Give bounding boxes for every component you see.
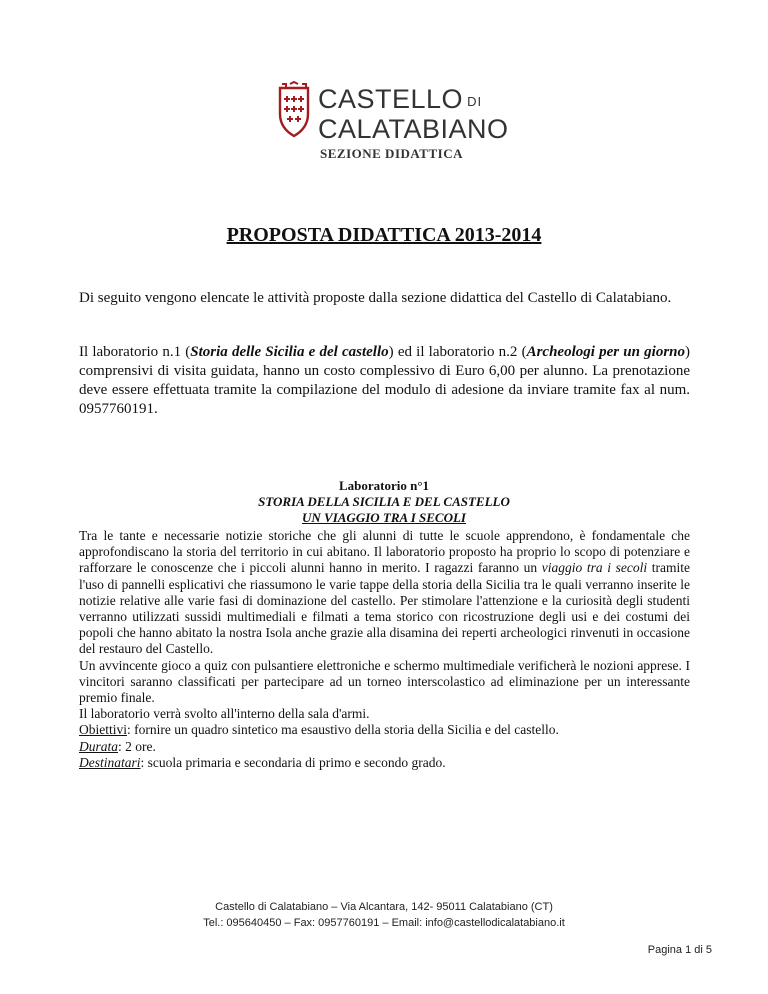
lab1-durata: Durata: 2 ore. (79, 738, 156, 754)
logo-text-calatabiano: CALATABIANO (318, 114, 509, 144)
lab1-description: Tra le tante e necessarie notizie storiche che gli alunni di tutte le scuole apprendono, è fondamentale che approfondiscano la storia del territorio in cui abitano. Il laboratorio proposto ha proprio lo scopo di potenziare e rafforzare le conoscenze che i piccoli alunni hanno in merito. I ragazzi faranno un viaggio tra i secoli tramite l'uso di pannelli esplicativi che riassumono le varie tappe della storia della Sicilia tra le quali verranno inserite le notizie relative alle varie fasi di dominazione del castello. Per stimolare l'attenzione e la curiosità degli studenti verranno utilizzati sussidi multimediali e filmati a tema storico con ricostruzione degli usi e dei costumi dei popoli che hanno abitato la nostra Isola anche grazie alla disamina dei reperti archeologici rinvenuti in occasione del restauro del Castello. (79, 528, 690, 657)
castello-logo (276, 80, 509, 164)
logo-text-di: DI (467, 94, 483, 109)
pricing-paragraph: Il laboratorio n.1 (Storia delle Sicilia e del castello) ed il laboratorio n.2 (Archeologi per un giorno) comprensivi di visita guidata, hanno un costo complessivo di Euro 6,00 per alunno. La prenotazione deve essere effettuata tramite la compilazione del modulo di adesione da inviare tramite fax al num. 0957760191. (79, 344, 690, 417)
lab1-destinatari: Destinatari: scuola primaria e secondaria di primo e secondo grado. (79, 754, 446, 770)
lab1-obiettivi: Obiettivi: fornire un quadro sintetico ma esaustivo della storia della Sicilia e del castello. (79, 722, 559, 738)
lab1-quiz-paragraph: Un avvincente gioco a quiz con pulsantiere elettroniche e schermo multimediale verificherà le nozioni apprese. I vincitori saranno classificati per partecipare ad un torneo interscolastico ad eliminazione per un interessante premio finale. (79, 657, 690, 706)
footer-contacts: Tel.: 095640450 – Fax: 0957760191 – Email: info@castellodicalatabiano.it (203, 917, 565, 929)
lab1-body (79, 528, 690, 771)
logo-text-castello: CASTELLO DI (318, 84, 483, 114)
lab1-location: Il laboratorio verrà svolto all'interno della sala d'armi. (79, 706, 370, 722)
footer-address: Castello di Calatabiano – Via Alcantara, 142- 95011 Calatabiano (CT) (215, 901, 553, 913)
page-footer (0, 899, 768, 931)
page-number: Pagina 1 di 5 (647, 944, 712, 956)
logo-subtitle: SEZIONE DIDATTICA (320, 146, 463, 161)
lab1-title: Laboratorio n°1 (338, 478, 430, 493)
document-title: PROPOSTA DIDATTICA 2013-2014 (226, 224, 542, 246)
lab1-heading (0, 478, 768, 526)
crest-icon (276, 80, 312, 140)
lab1-subtitle: STORIA DELLA SICILIA E DEL CASTELLO (258, 494, 510, 509)
lab1-subtitle-2: UN VIAGGIO TRA I SECOLI (302, 510, 466, 525)
intro-paragraph: Di seguito vengono elencate le attività proposte dalla sezione didattica del Castello di Calatabiano. (79, 290, 672, 306)
